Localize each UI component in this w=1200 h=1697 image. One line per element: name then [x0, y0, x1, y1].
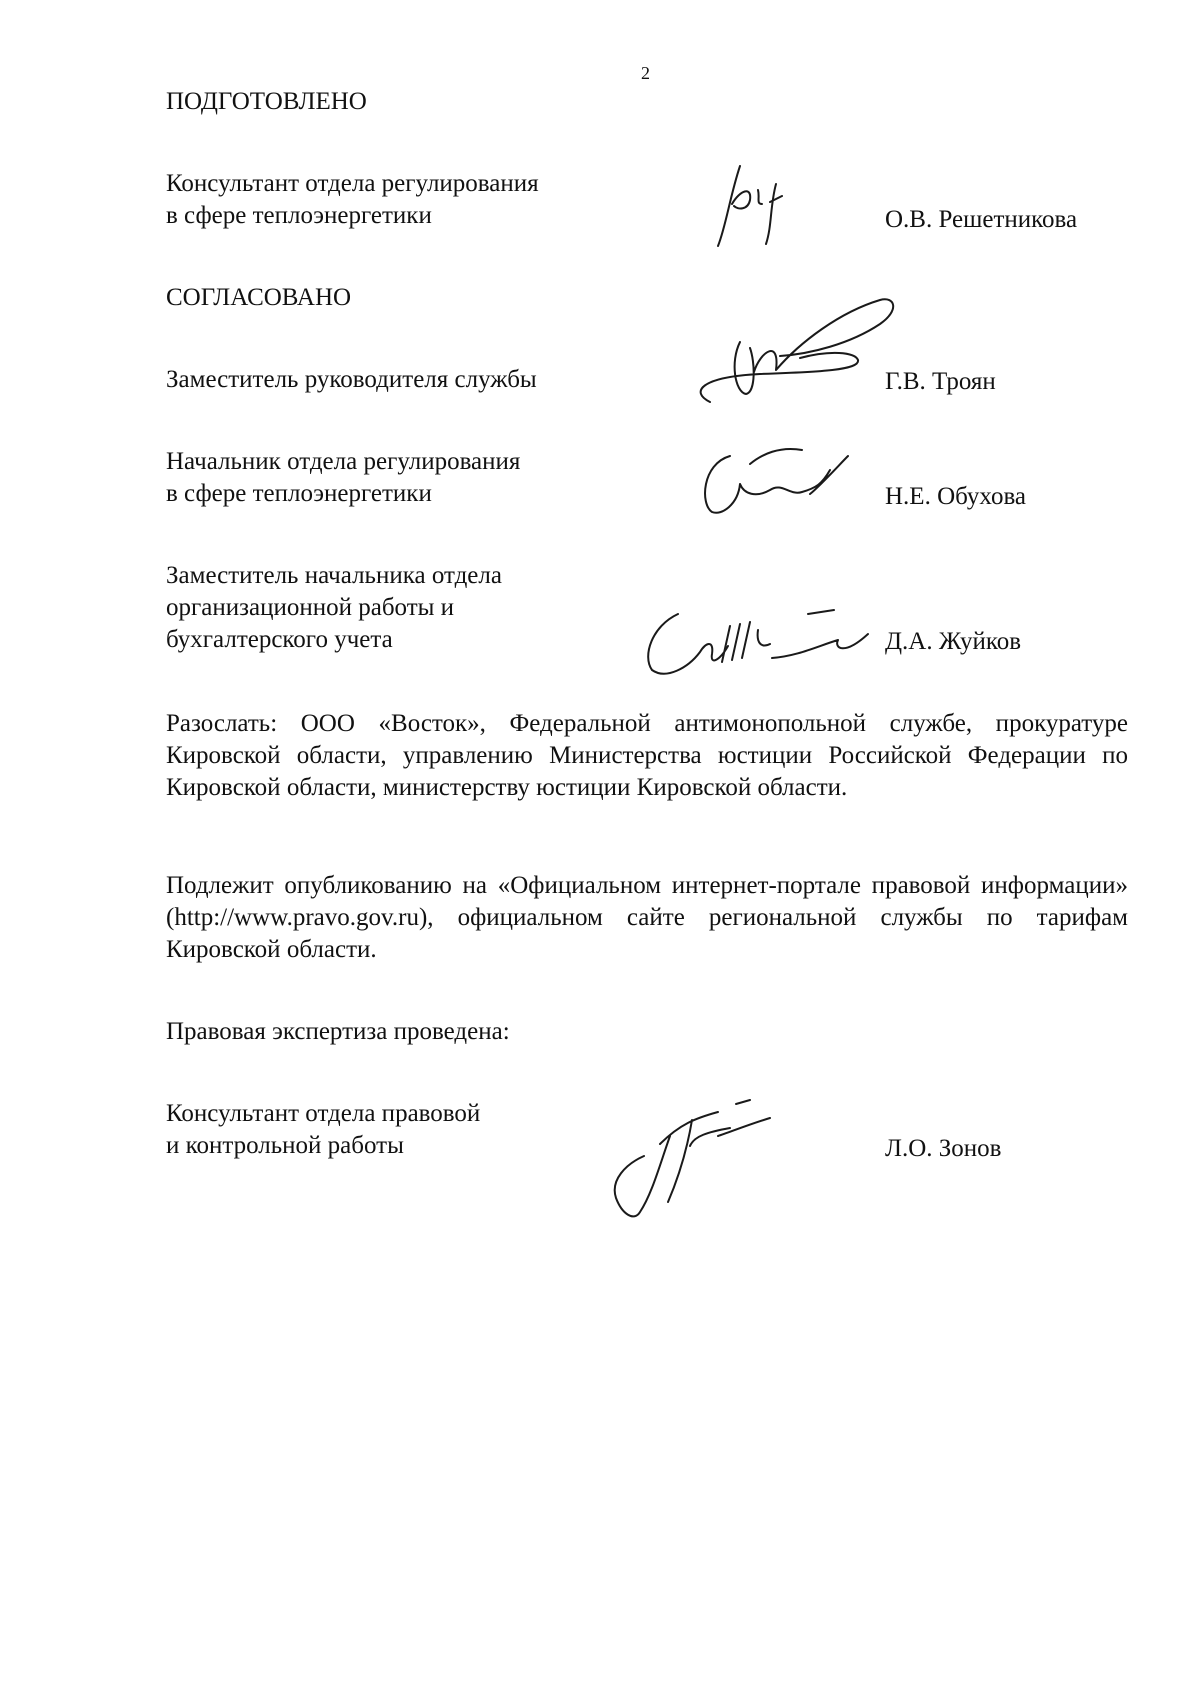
distribution-paragraph: Разослать: ООО «Восток», Федеральной антимонопольной службе, прокуратуре Кировской области, управлению Министерства юстиции Российской Федерации по Кировской области, министерству юстиции Кировской области. [166, 710, 1128, 801]
legal-review-position-line2: и контрольной работы [166, 1132, 404, 1159]
signatory-obukhova-name: Н.Е. Обухова [885, 483, 1027, 510]
legal-review-name: Л.О. Зонов [885, 1135, 1002, 1162]
publication-paragraph: Подлежит опубликованию на «Официальном интернет-портале правовой информации» (http://www.pravo.gov.ru), официальном сайте региональной службы по тарифам Кировской области. [166, 872, 1128, 963]
prepared-heading: ПОДГОТОВЛЕНО [166, 88, 367, 115]
legal-review-position-line1: Консультант отдела правовой [166, 1100, 481, 1127]
signatory-zhuykov-position-line3: бухгалтерского учета [166, 626, 393, 653]
prepared-position-line2: в сфере теплоэнергетики [166, 202, 432, 229]
prepared-name: О.В. Решетникова [885, 206, 1078, 233]
signatory-zhuykov-position-line1: Заместитель начальника отдела [166, 562, 502, 589]
signatory-zhuykov-name: Д.А. Жуйков [885, 628, 1022, 655]
legal-review-heading: Правовая экспертиза проведена: [166, 1018, 510, 1045]
signature-zonov [600, 1084, 800, 1234]
signatory-obukhova-position-line1: Начальник отдела регулирования [166, 448, 521, 475]
agreed-heading: СОГЛАСОВАНО [166, 284, 352, 311]
page-number: 2 [641, 63, 650, 83]
signatory-obukhova-position-line2: в сфере теплоэнергетики [166, 480, 432, 507]
prepared-position-line1: Консультант отдела регулирования [166, 170, 539, 197]
signature-troyan [680, 282, 900, 422]
signatory-zhuykov-position-line2: организационной работы и [166, 594, 455, 621]
signature-zhuykov [638, 596, 908, 696]
signatory-troyan-position: Заместитель руководителя службы [166, 366, 537, 393]
signature-reshetnikova [700, 146, 820, 256]
signature-obukhova [690, 434, 860, 534]
signatory-troyan-name: Г.В. Троян [885, 368, 996, 395]
